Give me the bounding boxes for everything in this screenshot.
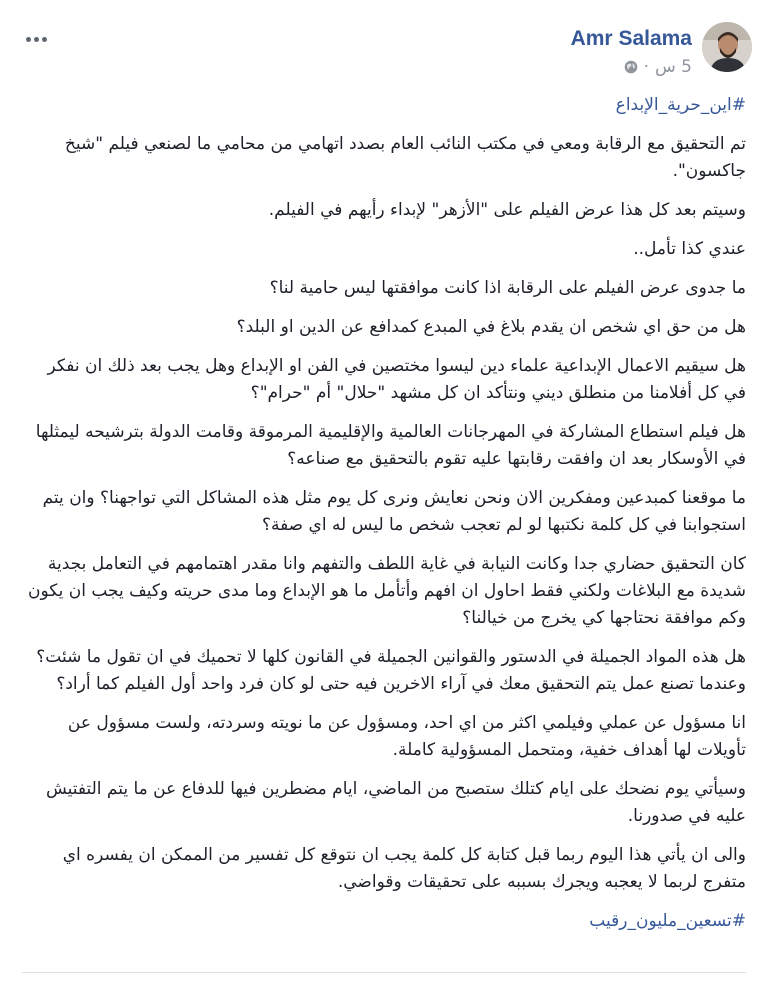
- hashtag-top-link[interactable]: #اين_حرية_الإبداع: [615, 95, 746, 115]
- post-paragraph: وسيتم بعد كل هذا عرض الفيلم على "الأزهر" لإبداء رأيهم في الفيلم.: [268, 200, 746, 220]
- divider: [22, 972, 746, 973]
- author-block: [571, 22, 692, 77]
- post-paragraph: والى ان يأتي هذا اليوم ربما قبل كتابة كل كلمة يجب ان نتوقع كل تفسير من الممكن ان يفسره اي متفرج لربما لا يعجبه ويجرك بسببه على تحقيقات وقواضي.: [62, 845, 746, 892]
- post-paragraph: هل سيقيم الاعمال الإبداعية علماء دين ليسوا مختصين في الفن او الإبداع وهل يجب بعد ذلك ان نفكر في كل أفلامنا من منطلق ديني ونتأكد ان كل مشهد "حلال" أم "حرام"؟: [47, 356, 746, 403]
- post-paragraph: هل هذه المواد الجميلة في الدستور والقوانين الجميلة في القانون كلها لا تحميك في ان تقول ما شئت؟ وعندما تصنع عمل يتم التحقيق معك في آراء الاخرين فيه حتى لو كان فرد واحد أول الفيلم كما أراد؟: [36, 647, 746, 694]
- post-paragraph: هل من حق اي شخص ان يقدم بلاغ في المبدع كمدافع عن الدين او البلد؟: [236, 317, 746, 337]
- hashtag-bottom-link[interactable]: #تسعين_مليون_رقيب: [589, 911, 746, 931]
- meta-separator: ·: [643, 57, 650, 77]
- ellipsis-dot: [26, 37, 31, 42]
- avatar-photo: [702, 22, 752, 72]
- avatar[interactable]: [702, 22, 752, 72]
- globe-icon[interactable]: [624, 60, 638, 74]
- post-paragraph: كان التحقيق حضاري جدا وكانت النيابة في غاية اللطف والتفهم وانا مقدر اهتمامهم في التعامل بجدية شديدة مع البلاغات ولكني فقط احاول ان افهم وأتأمل ما هو الإبداع وما مدى حريته وكيف يجب ان يكون وكم موافقة نحتاجها كي يخرج من خيالنا؟: [27, 554, 746, 628]
- post-paragraph: ما موقعنا كمبدعين ومفكرين الان ونحن نعايش ونرى كل يوم مثل هذه المشاكل التي تواجهنا؟ وان يتم استجوابنا في كل كلمة نكتبها لو لم تعجب شخص ما ليس له اي صفة؟: [42, 488, 746, 535]
- post-paragraph: تم التحقيق مع الرقابة ومعي في مكتب النائب العام بصدد اتهامي من محامي ما لصنعي فيلم "شيخ جاكسون".: [64, 134, 746, 181]
- post-paragraph: هل فيلم استطاع المشاركة في المهرجانات العالمية والإقليمية المرموقة وقامت الدولة بترشيحه ليمثلها في الأوسكار بعد ان وافقت رقابتها عليه تقوم بالتحقيق مع صناعه؟: [35, 422, 746, 469]
- ellipsis-dot: [42, 37, 47, 42]
- post-paragraph: انا مسؤول عن عملي وفيلمي اكثر من اي احد، ومسؤول عن ما نويته وسردته، ولست مسؤول عن تأويلات لها أهداف خفية، ومتحمل المسؤولية كاملة.: [67, 713, 746, 760]
- author-name-link[interactable]: Amr Salama: [570, 27, 692, 50]
- post-paragraph: ما جدوى عرض الفيلم على الرقابة اذا كانت موافقتها ليس حامية لنا؟: [269, 278, 746, 298]
- post-body: [20, 92, 746, 947]
- post-paragraph: عندي كذا تأمل..: [633, 239, 746, 259]
- post-options-button[interactable]: [26, 34, 48, 44]
- post-meta: [624, 57, 692, 77]
- post-timestamp[interactable]: 5 س: [655, 57, 692, 77]
- ellipsis-dot: [34, 37, 39, 42]
- post-header: [571, 22, 752, 94]
- post-paragraph: وسيأتي يوم نضحك على ايام كتلك ستصبح من الماضي، ايام مضطرين فيها للدفاع عن ما يتم التفتيش عليه في صدورنا.: [45, 779, 746, 826]
